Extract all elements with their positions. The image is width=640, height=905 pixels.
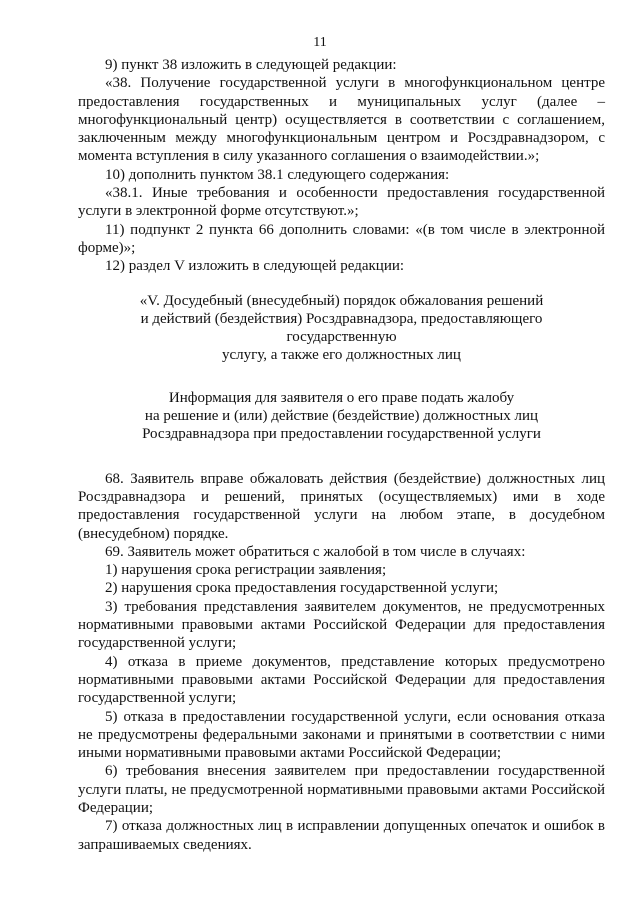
list-item-6: 6) требования внесения заявителем при предоставлении государственной услуги платы, не предусмотренной нормативными правовыми актами Российской Федерации;: [78, 763, 605, 816]
info-heading: [78, 389, 605, 444]
paragraph-clause-38: «38. Получение государственной услуги в многофункциональном центре предоставления государственных и муниципальных услуг (далее – многофункциональный центр) осуществляется в соответствии с соглашением, заключенным между многофункциональным центром и Росздравнадзором, с момента вступления в силу указанного соглашения о взаимодействии.»;: [78, 75, 605, 165]
section-heading-line: государственную: [286, 329, 397, 346]
info-heading-line: Информация для заявителя о его праве подать жалобу: [168, 389, 515, 406]
paragraph-item-11: 11) подпункт 2 пункта 66 дополнить словами: «(в том числе в электронной форме)»;: [78, 221, 605, 256]
section-v-heading: [78, 292, 605, 365]
paragraph-clause-38-1: «38.1. Иные требования и особенности предоставления государственной услуги в электронной форме отсутствуют.»;: [78, 185, 605, 220]
section-heading-line: «V. Досудебный (внесудебный) порядок обжалования решений: [139, 292, 544, 309]
list-item-3: 3) требования представления заявителем документов, не предусмотренных нормативными правовыми актами Российской Федерации для предоставления государственной услуги;: [78, 598, 605, 652]
section-heading-line: услугу, а также его должностных лиц: [222, 347, 461, 364]
list-item-5: 5) отказа в предоставлении государственной услуги, если основания отказа не предусмотрены федеральными законами и принятыми в соответствии с ними иными нормативными правовыми актами Российской Федерации;: [78, 708, 605, 762]
paragraph-item-9: 9) пункт 38 изложить в следующей редакции:: [105, 57, 397, 73]
document-body: [78, 56, 605, 854]
page-number: 11: [313, 35, 327, 50]
list-item-7: 7) отказа должностных лиц в исправлении допущенных опечаток и ошибок в запрашиваемых сведениях.: [78, 818, 605, 853]
section-heading-line: и действий (бездействия) Росздравнадзора, предоставляющего: [140, 310, 543, 327]
info-heading-line: Росздравнадзора при предоставлении государственной услуги: [142, 426, 541, 443]
list-item-2: 2) нарушения срока предоставления государственной услуги;: [105, 580, 499, 597]
paragraph-clause-69: 69. Заявитель может обратиться с жалобой в том числе в случаях:: [105, 543, 526, 560]
list-item-4: 4) отказа в приеме документов, представление которых предусмотрено нормативными правовыми актами Российской Федерации для предоставления государственной услуги;: [78, 653, 605, 707]
paragraph-item-10: 10) дополнить пунктом 38.1 следующего содержания:: [105, 166, 450, 183]
paragraph-clause-68: 68. Заявитель вправе обжаловать действия (бездействие) должностных лиц Росздравнадзора и решений, принятых (осуществляемых) ими в ходе предоставления государственной услуги на любом этапе, в досудебном (внесудебном) порядке.: [78, 470, 605, 542]
paragraph-item-12: 12) раздел V изложить в следующей редакции:: [105, 258, 405, 275]
complaint-clauses: [78, 470, 605, 854]
list-item-1: 1) нарушения срока регистрации заявления;: [105, 562, 387, 579]
info-heading-line: на решение и (или) действие (бездействие) должностных лиц: [144, 408, 539, 425]
